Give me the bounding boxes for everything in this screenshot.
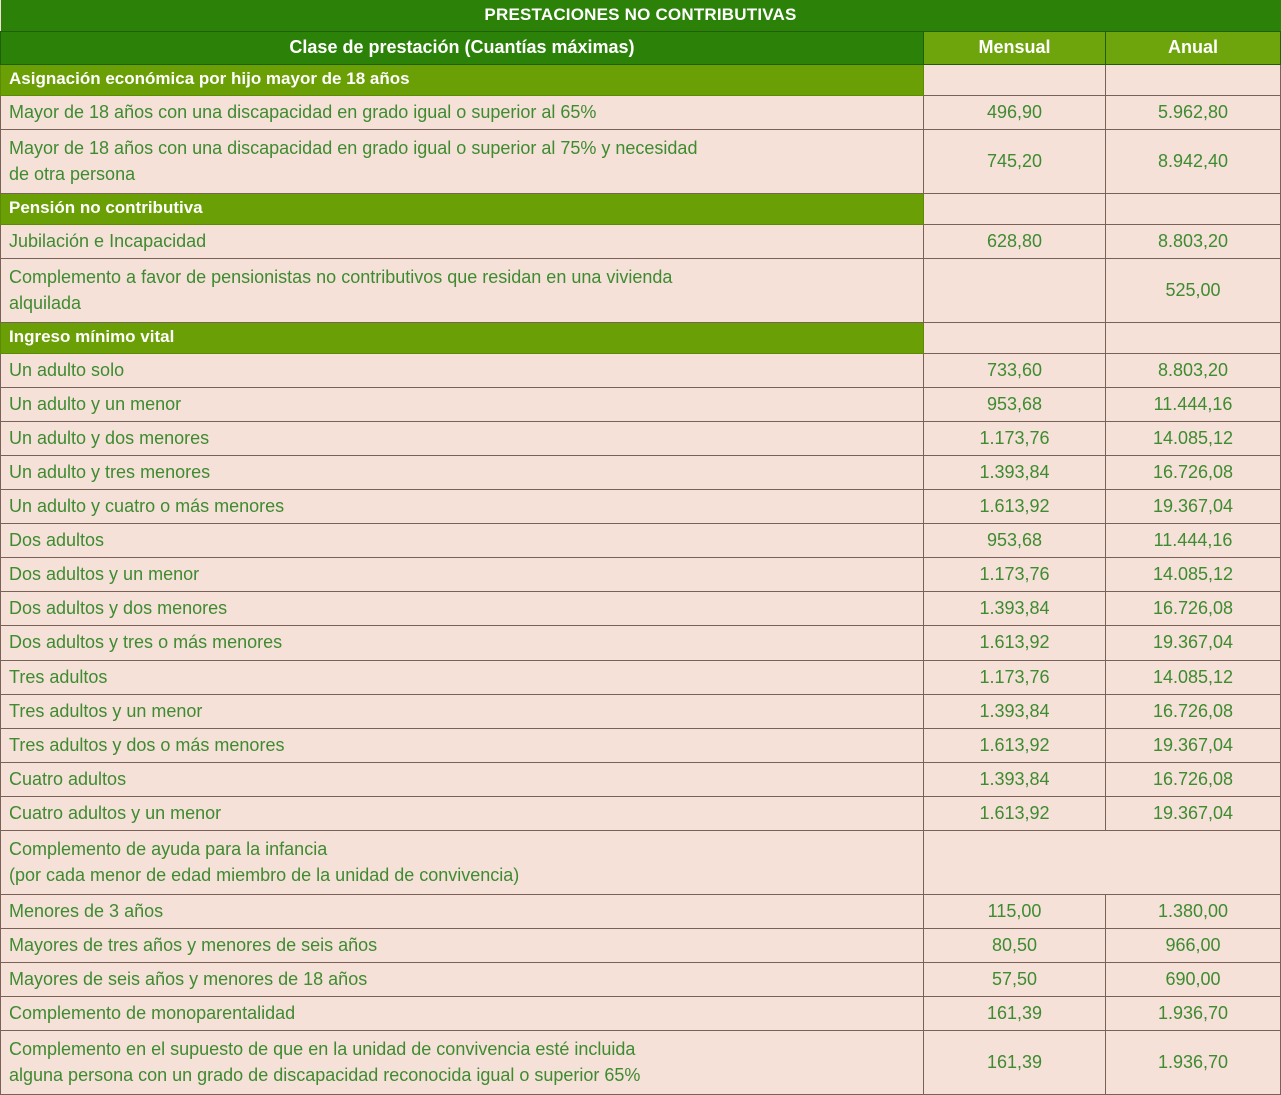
section-header-row (1, 64, 1281, 95)
monthly-amount-cell: 1.393,84 (924, 455, 1106, 489)
benefit-description-line: Cuatro adultos y un menor (9, 802, 222, 823)
section-monthly-blank-cell (924, 64, 1106, 95)
table-row (1, 490, 1281, 524)
annual-amount-cell: 14.085,12 (1106, 421, 1281, 455)
monthly-amount-cell: 953,68 (924, 524, 1106, 558)
monthly-amount-cell: 496,90 (924, 95, 1106, 129)
benefit-description-line: Un adulto y cuatro o más menores (9, 496, 285, 517)
section-header-row (1, 322, 1281, 353)
table-row (1, 796, 1281, 830)
annual-amount-cell: 5.962,80 (1106, 95, 1281, 129)
table-row (1, 831, 1281, 895)
benefit-description-cell (1, 895, 924, 929)
monthly-amount-cell: 1.173,76 (924, 660, 1106, 694)
annual-amount-cell: 19.367,04 (1106, 728, 1281, 762)
monthly-amount-cell: 161,39 (924, 1031, 1106, 1095)
annual-amount-cell: 19.367,04 (1106, 626, 1281, 660)
section-header-label: Pensión no contributiva (1, 193, 924, 224)
annual-amount-cell: 16.726,08 (1106, 694, 1281, 728)
table-body (1, 0, 1281, 1095)
benefit-description-line: Tres adultos (9, 666, 108, 687)
table-row (1, 455, 1281, 489)
benefit-description-line: Tres adultos y un menor (9, 700, 203, 721)
benefit-description-line: (por cada menor de edad miembro de la unidad de convivencia) (9, 865, 520, 885)
table-row (1, 728, 1281, 762)
benefit-description-line: Un adulto solo (9, 359, 125, 380)
annual-amount-cell: 16.726,08 (1106, 592, 1281, 626)
benefit-description-cell (1, 997, 924, 1031)
table-title: PRESTACIONES NO CONTRIBUTIVAS (1, 0, 1281, 31)
table-row (1, 95, 1281, 129)
section-monthly-blank-cell (924, 193, 1106, 224)
annual-amount-cell: 16.726,08 (1106, 762, 1281, 796)
annual-amount-cell: 690,00 (1106, 963, 1281, 997)
table-row (1, 224, 1281, 258)
benefit-description-line: alquilada (9, 292, 82, 313)
table-row (1, 660, 1281, 694)
section-header-label: Asignación económica por hijo mayor de 18 años (1, 64, 924, 95)
monthly-amount-cell: 1.173,76 (924, 558, 1106, 592)
column-header-monthly: Mensual (924, 31, 1106, 64)
benefit-description-cell (1, 224, 924, 258)
section-annual-blank-cell (1106, 193, 1281, 224)
benefit-description-cell (1, 421, 924, 455)
monthly-amount-cell: 161,39 (924, 997, 1106, 1031)
benefit-description-cell (1, 524, 924, 558)
table-row (1, 929, 1281, 963)
benefit-description-cell (1, 762, 924, 796)
benefit-description-cell (1, 353, 924, 387)
column-header-description: Clase de prestación (Cuantías máximas) (1, 31, 924, 64)
benefit-description-cell (1, 831, 924, 895)
table-row (1, 626, 1281, 660)
annual-amount-cell: 525,00 (1106, 258, 1281, 322)
benefit-description-line: Un adulto y tres menores (9, 461, 211, 482)
section-annual-blank-cell (1106, 64, 1281, 95)
annual-amount-cell: 19.367,04 (1106, 796, 1281, 830)
benefit-description-line: de otra persona (9, 163, 136, 184)
benefit-description-cell (1, 626, 924, 660)
benefit-description-cell (1, 963, 924, 997)
monthly-amount-cell (924, 258, 1106, 322)
benefit-description-line: Mayores de seis años y menores de 18 años (9, 969, 368, 990)
annual-amount-cell: 14.085,12 (1106, 558, 1281, 592)
table-title-row (1, 0, 1281, 31)
annual-amount-cell: 1.936,70 (1106, 1031, 1281, 1095)
section-monthly-blank-cell (924, 322, 1106, 353)
monthly-amount-cell: 80,50 (924, 929, 1106, 963)
monthly-amount-cell: 1.173,76 (924, 421, 1106, 455)
benefit-description-cell (1, 95, 924, 129)
benefit-description-line: alguna persona con un grado de discapacidad reconocida igual o superior 65% (9, 1065, 641, 1086)
annual-amount-cell: 8.803,20 (1106, 224, 1281, 258)
annual-amount-cell: 1.380,00 (1106, 895, 1281, 929)
benefit-description-cell (1, 1031, 924, 1095)
monthly-amount-cell: 1.613,92 (924, 728, 1106, 762)
monthly-amount-cell: 1.393,84 (924, 762, 1106, 796)
monthly-amount-cell: 115,00 (924, 895, 1106, 929)
monthly-amount-cell: 1.393,84 (924, 694, 1106, 728)
benefit-description-line: Un adulto y un menor (9, 393, 182, 414)
table-row (1, 129, 1281, 193)
monthly-amount-cell: 628,80 (924, 224, 1106, 258)
monthly-amount-cell: 1.613,92 (924, 796, 1106, 830)
table-row (1, 895, 1281, 929)
monthly-amount-cell: 1.613,92 (924, 626, 1106, 660)
column-header-annual: Anual (1106, 31, 1281, 64)
benefit-description-cell (1, 728, 924, 762)
table-row (1, 762, 1281, 796)
benefit-description-cell (1, 455, 924, 489)
table-row (1, 421, 1281, 455)
benefit-description-line: Un adulto y dos menores (9, 427, 210, 448)
table-row (1, 258, 1281, 322)
table-row (1, 963, 1281, 997)
table-row (1, 387, 1281, 421)
benefit-description-line: Dos adultos (9, 530, 105, 551)
benefit-description-cell (1, 796, 924, 830)
benefit-description-cell (1, 694, 924, 728)
benefit-description-cell (1, 592, 924, 626)
benefit-description-line: Cuatro adultos (9, 768, 127, 789)
benefit-description-cell (1, 660, 924, 694)
benefit-description-line: Mayor de 18 años con una discapacidad en grado igual o superior al 65% (9, 101, 597, 122)
benefit-description-cell (1, 387, 924, 421)
table-row (1, 524, 1281, 558)
table-header-row (1, 31, 1281, 64)
annual-amount-cell: 11.444,16 (1106, 524, 1281, 558)
annual-amount-cell: 8.942,40 (1106, 129, 1281, 193)
table-row (1, 694, 1281, 728)
table-row (1, 1031, 1281, 1095)
benefit-description-cell (1, 490, 924, 524)
benefit-description-line: Mayores de tres años y menores de seis años (9, 935, 378, 956)
monthly-amount-cell: 1.613,92 (924, 490, 1106, 524)
benefit-description-cell (1, 558, 924, 592)
benefit-description-line: Mayor de 18 años con una discapacidad en grado igual o superior al 75% y necesidad (9, 137, 698, 158)
benefit-description-cell (1, 929, 924, 963)
benefit-description-line: Complemento de ayuda para la infancia (9, 838, 328, 859)
benefit-description-line: Tres adultos y dos o más menores (9, 734, 285, 755)
table-row (1, 558, 1281, 592)
annual-amount-cell: 19.367,04 (1106, 490, 1281, 524)
annual-amount-cell: 16.726,08 (1106, 455, 1281, 489)
table-row (1, 353, 1281, 387)
monthly-amount-cell: 733,60 (924, 353, 1106, 387)
annual-amount-cell: 1.936,70 (1106, 997, 1281, 1031)
benefit-description-line: Jubilación e Incapacidad (9, 230, 207, 251)
benefit-description-cell (1, 258, 924, 322)
benefit-description-line: Menores de 3 años (9, 901, 164, 921)
monthly-amount-cell: 745,20 (924, 129, 1106, 193)
annual-amount-cell: 8.803,20 (1106, 353, 1281, 387)
section-header-row (1, 193, 1281, 224)
annual-amount-cell: 966,00 (1106, 929, 1281, 963)
monthly-amount-cell: 1.393,84 (924, 592, 1106, 626)
benefit-description-line: Complemento en el supuesto de que en la unidad de convivencia esté incluida (9, 1039, 636, 1060)
annual-amount-cell: 14.085,12 (1106, 660, 1281, 694)
section-header-label: Ingreso mínimo vital (1, 322, 924, 353)
monthly-amount-cell: 57,50 (924, 963, 1106, 997)
benefit-description-line: Dos adultos y dos menores (9, 598, 228, 619)
section-annual-blank-cell (1106, 322, 1281, 353)
benefit-description-line: Dos adultos y un menor (9, 564, 200, 585)
benefit-description-line: Complemento a favor de pensionistas no contributivos que residan en una vivienda (9, 266, 673, 287)
merged-amount-blank-cell (924, 831, 1281, 895)
monthly-amount-cell: 953,68 (924, 387, 1106, 421)
benefit-description-line: Complemento de monoparentalidad (9, 1003, 296, 1024)
table-row (1, 592, 1281, 626)
table-row (1, 997, 1281, 1031)
benefit-description-cell (1, 129, 924, 193)
annual-amount-cell: 11.444,16 (1106, 387, 1281, 421)
benefit-description-line: Dos adultos y tres o más menores (9, 632, 283, 653)
